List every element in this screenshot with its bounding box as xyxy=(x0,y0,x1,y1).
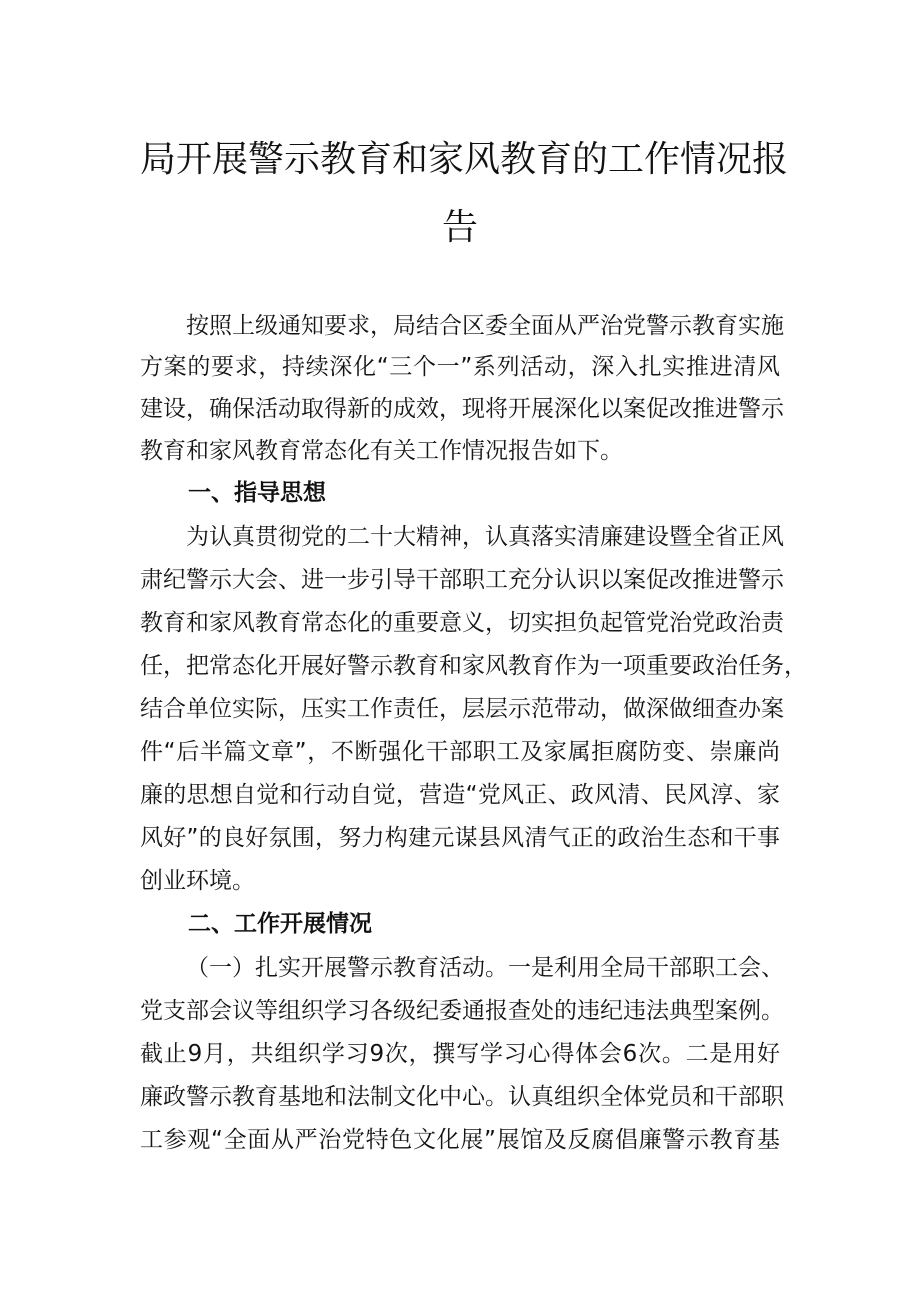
section1-line: 件“后半篇文章”，不断强化干部职工及家属拒腐防变、崇廉尚 xyxy=(140,739,780,765)
section2-line: 工参观“全面从严治党特色文化展”展馆及反腐倡廉警示教育基 xyxy=(140,1127,780,1153)
section2-line: （一）扎实开展警示教育活动。一是利用全局干部职工会、 xyxy=(186,955,784,981)
section2-line: 廉政警示教育基地和法制文化中心。认真组织全体党员和干部职 xyxy=(140,1084,784,1110)
section-heading-guiding-thought: 一、指导思想 xyxy=(188,480,326,506)
section-heading-work-progress: 二、工作开展情况 xyxy=(188,911,372,937)
intro-line: 教育和家风教育常态化有关工作情况报告如下。 xyxy=(140,438,623,464)
intro-line: 方案的要求，持续深化“三个一”系列活动，深入扎实推进清风 xyxy=(140,354,780,380)
section1-line: 为认真贯彻党的二十大精神，认真落实清廉建设暨全省正风 xyxy=(186,524,784,550)
intro-line: 按照上级通知要求，局结合区委全面从严治党警示教育实施 xyxy=(186,313,784,339)
document-title-line-1: 局开展警示教育和家风教育的工作情况报 xyxy=(140,139,789,180)
section1-line: 肃纪警示大会、进一步引导干部职工充分认识以案促改推进警示 xyxy=(140,567,784,593)
section1-line: 教育和家风教育常态化的重要意义，切实担负起管党治党政治责 xyxy=(140,610,784,636)
section1-line: 任，把常态化开展好警示教育和家风教育作为一项重要政治任务， xyxy=(140,653,807,679)
intro-line: 建设，确保活动取得新的成效，现将开展深化以案促改推进警示 xyxy=(140,396,784,422)
section2-line: 党支部会议等组织学习各级纪委通报查处的违纪违法典型案例。 xyxy=(140,998,784,1024)
section1-line: 廉的思想自觉和行动自觉，营造“党风正、政风清、民风淳、家 xyxy=(140,782,780,808)
section1-line: 风好”的良好氛围，努力构建元谋县风清气正的政治生态和干事 xyxy=(140,825,780,851)
section2-line: 截止9月，共组织学习9次，撰写学习心得体会6次。二是用好 xyxy=(140,1041,780,1067)
section1-line: 结合单位实际，压实工作责任，层层示范带动，做深做细查办案 xyxy=(140,696,784,722)
section1-line: 创业环境。 xyxy=(140,868,255,894)
document-title-line-2: 告 xyxy=(441,207,478,248)
